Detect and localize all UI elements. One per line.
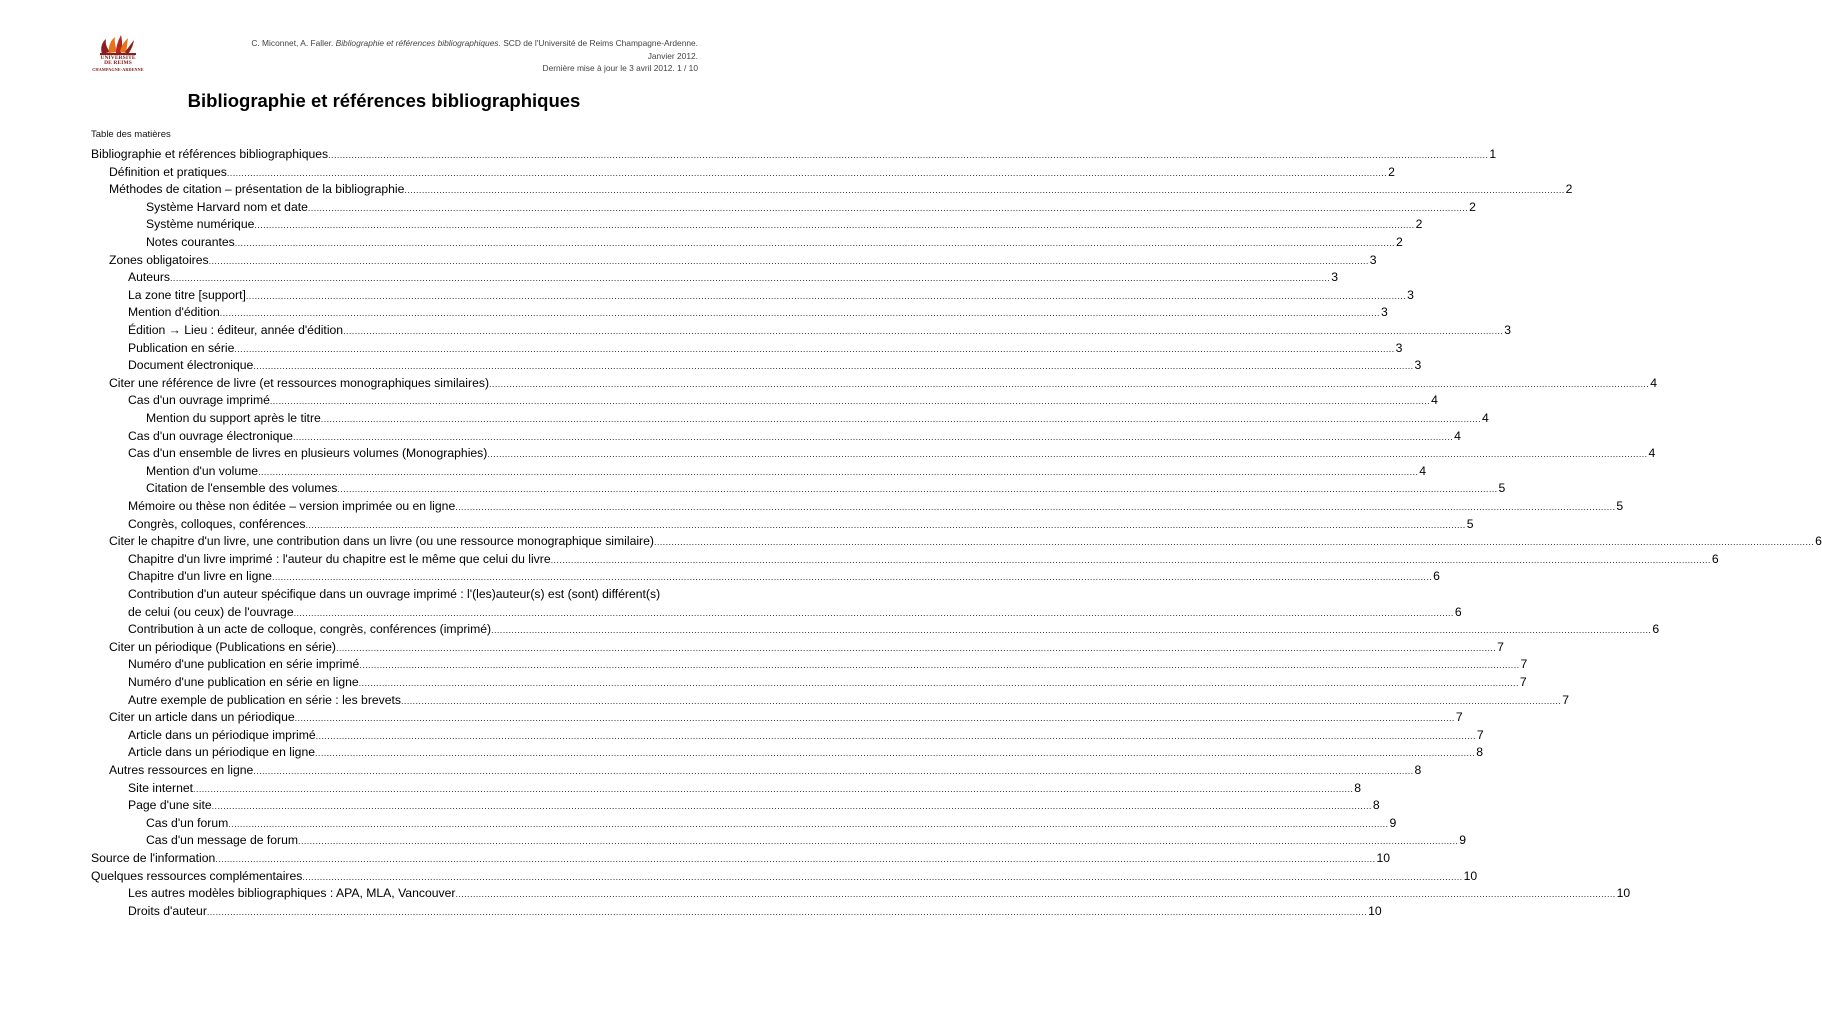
toc-entry-page: 4: [1431, 393, 1438, 408]
toc-entry-label: Cas d'un ensemble de livres en plusieurs volumes (Monographies): [128, 446, 488, 461]
toc-entry-label: de celui (ou ceux) de l'ouvrage: [128, 604, 294, 619]
toc-entry-page: 6: [1652, 622, 1660, 637]
toc-entry-page: 2: [1395, 235, 1403, 249]
header-citation-line: [228, 37, 698, 62]
toc-entry-label: Bibliographie et références bibliographiques: [91, 147, 329, 161]
toc-entry-label: Édition → Lieu : éditeur, année d'édition: [128, 323, 344, 337]
toc-dot-leader: [253, 358, 1413, 376]
toc-entry-label: Contribution à un acte de colloque, congrès, conférences (imprimé): [128, 622, 492, 637]
toc-dot-leader: [228, 816, 1388, 834]
toc-dot-leader: [315, 745, 1475, 763]
flame-crown-icon: [88, 34, 148, 56]
toc-entry-page: 8: [1354, 780, 1362, 795]
toc-entry[interactable]: [128, 656, 1528, 674]
toc-entry-page: 1: [1489, 147, 1497, 161]
toc-entry[interactable]: [109, 164, 1395, 182]
toc-entry-label: Citer une référence de livre (et ressources monographiques similaires): [109, 375, 490, 390]
toc-entry-label: Autre exemple de publication en série : les brevets: [128, 692, 402, 707]
toc-entry-label: Cas d'un ouvrage imprimé: [128, 393, 270, 408]
toc-entry-page: 3: [1331, 270, 1338, 285]
toc-entry[interactable]: [109, 375, 1657, 393]
toc-entry-page: 6: [1433, 569, 1440, 584]
toc-entry-label: Contribution d'un auteur spécifique dans un ouvrage imprimé : l'(les)auteur(s) est (sont) différent(s): [128, 587, 661, 601]
toc-entry[interactable]: [128, 744, 1483, 762]
toc-entry-label: Publication en série: [128, 340, 235, 355]
toc-entry-page: 7: [1476, 727, 1484, 742]
toc-entry[interactable]: [128, 604, 1462, 622]
toc-entry-page: 10: [1616, 886, 1631, 901]
toc-dot-leader: [654, 534, 1814, 552]
toc-dot-leader: [234, 341, 1394, 359]
toc-entry-page: 3: [1414, 358, 1422, 373]
toc-entry-label: Chapitre d'un livre imprimé : l'auteur du chapitre est le même que celui du livre: [128, 551, 551, 566]
toc-entry-page: 3: [1407, 287, 1414, 302]
toc-entry-page: 7: [1562, 692, 1570, 707]
toc-entry-page: 8: [1372, 798, 1380, 813]
toc-dot-leader: [215, 851, 1375, 869]
toc-entry-label: Page d'une site: [128, 798, 212, 813]
toc-entry-label: Méthodes de citation – présentation de la bibliographie: [109, 182, 405, 197]
toc-entry-label: Cas d'un message de forum: [146, 833, 299, 848]
toc-entry-page: 7: [1519, 675, 1527, 689]
toc-entry-label: Les autres modèles bibliographiques : APA, MLA, Vancouver: [128, 886, 456, 901]
logo-text-line3: CHAMPAGNE-ARDENNE: [92, 67, 144, 72]
toc-dot-leader: [246, 288, 1406, 306]
toc-entry[interactable]: [128, 357, 1422, 375]
toc-dot-leader: [212, 798, 1372, 816]
toc-dot-leader: [489, 376, 1649, 394]
toc-dot-leader: [235, 235, 1395, 253]
toc-entry[interactable]: [128, 428, 1461, 446]
toc-dot-leader: [359, 657, 1519, 675]
toc-entry[interactable]: [146, 832, 1467, 850]
toc-entry-label: Quelques ressources complémentaires: [91, 868, 303, 883]
toc-entry-label: Congrès, colloques, conférences: [128, 516, 306, 531]
toc-dot-leader: [220, 305, 1380, 323]
toc-entry[interactable]: [146, 815, 1397, 833]
toc-dot-leader: [258, 464, 1418, 482]
toc-entry[interactable]: [146, 234, 1403, 252]
toc-entry[interactable]: [128, 885, 1631, 903]
toc-entry-label: La zone titre [support]: [128, 287, 246, 302]
toc-entry-label: Cas d'un ouvrage électronique: [128, 428, 293, 443]
toc-entry[interactable]: [91, 146, 1497, 164]
toc-entry-page: 2: [1388, 164, 1395, 179]
toc-entry-label: Notes courantes: [146, 235, 235, 249]
toc-entry[interactable]: [128, 586, 697, 604]
toc-dot-leader: [359, 675, 1519, 693]
toc-entry-label: Système Harvard nom et date: [146, 199, 308, 214]
toc-dot-leader: [193, 781, 1353, 799]
toc-entry-page: 5: [1616, 499, 1624, 513]
toc-dot-leader: [401, 693, 1561, 711]
toc-entry-page: 6: [1454, 604, 1462, 619]
toc-entry[interactable]: [128, 287, 1414, 305]
logo-text-line1: UNIVERSITÉ: [100, 55, 136, 61]
toc-entry-page: 4: [1650, 375, 1657, 390]
toc-dot-leader: [343, 323, 1503, 341]
toc-entry-label: Autres ressources en ligne: [109, 763, 254, 777]
toc-entry[interactable]: [91, 850, 1391, 868]
toc-entry-label: Droits d'auteur: [128, 903, 207, 918]
toc-entry-label: Cas d'un forum: [146, 815, 229, 830]
toc-entry[interactable]: [128, 322, 1512, 340]
toc-dot-leader: [207, 904, 1367, 922]
toc-entry-label: Article dans un périodique imprimé: [128, 727, 316, 742]
toc-entry[interactable]: [128, 903, 1382, 921]
toc-dot-leader: [316, 728, 1476, 746]
toc-entry-page: 4: [1419, 463, 1427, 478]
toc-entry[interactable]: [146, 410, 1489, 428]
toc-entry[interactable]: [128, 516, 1474, 534]
toc-dot-leader: [253, 763, 1413, 781]
toc-entry[interactable]: [128, 568, 1440, 586]
toc-entry[interactable]: [109, 252, 1377, 270]
toc-entry-page: 10: [1463, 868, 1478, 883]
toc-dot-leader: [337, 481, 1497, 499]
toc-entry[interactable]: [109, 639, 1504, 657]
toc-dot-leader: [321, 411, 1481, 429]
toc-entry-label: Citation de l'ensemble des volumes: [146, 481, 338, 496]
page-title: Bibliographie et références bibliographiques: [187, 90, 581, 111]
toc-entry-label: Zones obligatoires: [109, 252, 209, 267]
toc-entry[interactable]: [109, 762, 1422, 780]
toc-entry-page: 8: [1414, 763, 1422, 777]
toc-entry-page: 7: [1455, 710, 1463, 725]
toc-dot-leader: [455, 499, 1615, 517]
toc-entry-label: Source de l'information: [91, 851, 216, 865]
toc-entry[interactable]: [128, 340, 1403, 358]
toc-entry-label: Citer un périodique (Publications en série): [109, 639, 336, 654]
toc-heading: Table des matières: [91, 129, 171, 140]
toc-entry-page: 9: [1459, 833, 1467, 848]
toc-entry[interactable]: [146, 463, 1427, 481]
toc-entry[interactable]: [128, 392, 1438, 410]
document-header-info: [228, 37, 698, 75]
toc-entry-page: 3: [1504, 323, 1512, 337]
header-doc-title: Bibliographie et références bibliographiques.: [335, 38, 501, 48]
toc-dot-leader: [404, 182, 1564, 200]
toc-entry-page: 6: [1711, 551, 1719, 566]
toc-dot-leader: [227, 165, 1387, 183]
toc-entry[interactable]: [146, 199, 1476, 217]
toc-entry-label: Mention d'un volume: [146, 463, 259, 478]
toc-entry-label: Auteurs: [128, 270, 171, 285]
toc-entry-page: 5: [1498, 481, 1506, 496]
toc-entry-page: 3: [1380, 305, 1388, 320]
toc-entry-page: 3: [1369, 252, 1377, 267]
toc-entry[interactable]: [128, 727, 1484, 745]
toc-entry[interactable]: [128, 551, 1719, 569]
toc-entry-page: 10: [1368, 903, 1382, 918]
logo-text-line2: DE REIMS: [104, 60, 132, 66]
toc-dot-leader: [170, 270, 1330, 288]
toc-entry-page: 3: [1395, 340, 1403, 355]
toc-entry-label: Définition et pratiques: [109, 164, 227, 179]
toc-entry-label: Document électronique: [128, 358, 254, 373]
toc-entry[interactable]: [146, 216, 1423, 234]
toc-dot-leader: [308, 200, 1468, 218]
toc-dot-leader: [293, 429, 1453, 447]
header-authors: C. Miconnet, A. Faller.: [251, 38, 334, 48]
toc-entry-page: 5: [1466, 516, 1474, 531]
toc-entry-page: 2: [1415, 217, 1423, 232]
toc-entry-page: 4: [1454, 428, 1461, 443]
toc-dot-leader: [298, 833, 1458, 851]
toc-entry[interactable]: [128, 304, 1388, 322]
toc-entry-label: Numéro d'une publication en série imprimé: [128, 657, 360, 672]
toc-entry-page: 7: [1497, 639, 1504, 654]
toc-dot-leader: [328, 147, 1488, 165]
toc-dot-leader: [295, 710, 1455, 728]
toc-entry-label: Citer un article dans un périodique: [109, 710, 295, 725]
toc-entry-label: Numéro d'une publication en série en ligne: [128, 675, 359, 689]
toc-entry-label: Site internet: [128, 780, 194, 795]
toc-entry-page: 6: [1815, 534, 1822, 549]
toc-entry[interactable]: [109, 181, 1573, 199]
toc-dot-leader: [491, 622, 1651, 640]
toc-entry[interactable]: [128, 674, 1527, 692]
toc-entry-page: 8: [1476, 745, 1483, 760]
toc-dot-leader: [294, 605, 1454, 623]
toc-entry[interactable]: [109, 533, 1822, 551]
toc-entry[interactable]: [128, 445, 1656, 463]
toc-dot-leader: [487, 446, 1647, 464]
toc-entry-page: 7: [1520, 657, 1528, 672]
toc-entry-label: Citer le chapitre d'un livre, une contribution dans un livre (ou une ressource monographique similaire): [109, 534, 654, 549]
toc-entry[interactable]: [109, 709, 1463, 727]
toc-entry[interactable]: [128, 269, 1338, 287]
toc-dot-leader: [302, 869, 1462, 887]
toc-entry[interactable]: [128, 780, 1362, 798]
toc-entry-page: 2: [1565, 182, 1573, 197]
toc-entry-page: 2: [1469, 199, 1476, 214]
toc-entry-label: Mention du support après le titre: [146, 411, 321, 425]
toc-entry-page: 4: [1648, 446, 1656, 461]
toc-dot-leader: [254, 217, 1414, 235]
toc-dot-leader: [455, 886, 1615, 904]
toc-entry-label: Mention d'édition: [128, 305, 220, 320]
toc-entry[interactable]: [128, 621, 1660, 639]
toc-entry[interactable]: [146, 480, 1506, 498]
toc-entry-label: Système numérique: [146, 217, 255, 232]
header-source: SCD de l'Université de Reims Champagne-Ardenne. Janvier 2012.: [503, 38, 698, 61]
toc-dot-leader: [336, 640, 1496, 658]
toc-entry[interactable]: [128, 797, 1380, 815]
toc-dot-leader: [270, 393, 1430, 411]
toc-dot-leader: [551, 552, 1711, 570]
toc-entry[interactable]: [128, 498, 1624, 516]
toc-dot-leader: [272, 569, 1432, 587]
toc-entry-page: 10: [1376, 851, 1391, 865]
toc-entry[interactable]: [128, 692, 1570, 710]
toc-dot-leader: [306, 517, 1466, 535]
toc-entry[interactable]: [91, 868, 1478, 886]
toc-entry-label: Chapitre d'un livre en ligne: [128, 569, 272, 584]
toc-dot-leader: [209, 253, 1369, 271]
university-logo: [88, 34, 148, 76]
toc-entry-label: Article dans un périodique en ligne: [128, 745, 316, 760]
toc-entry-label: Mémoire ou thèse non éditée – version imprimée ou en ligne: [128, 499, 456, 513]
toc-entry-page: 9: [1389, 815, 1397, 830]
header-update-line: Dernière mise à jour le 3 avril 2012. 1 / 10: [542, 63, 698, 73]
toc-entry-page: 4: [1482, 411, 1489, 425]
